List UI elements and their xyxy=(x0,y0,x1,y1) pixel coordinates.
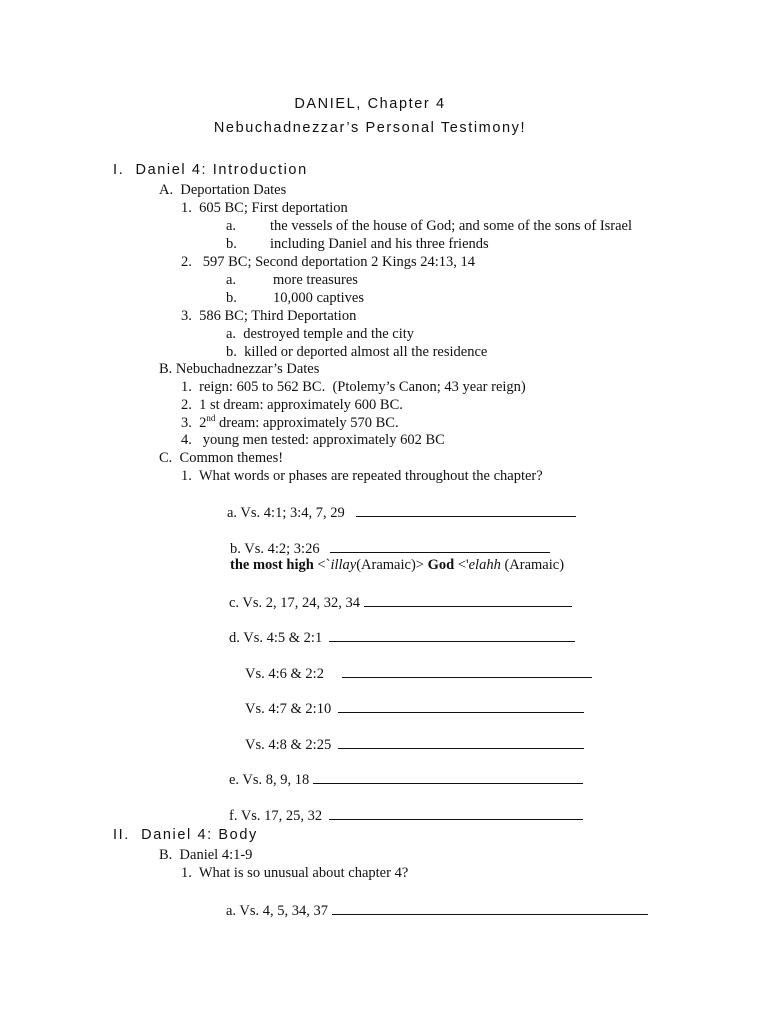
question-label: Vs. 4:7 & 2:10 xyxy=(245,701,339,717)
answer-blank[interactable] xyxy=(330,539,550,553)
outline-item: including Daniel and his three friends xyxy=(270,236,489,252)
italic-term: illay xyxy=(330,557,357,573)
answer-blank[interactable] xyxy=(329,806,583,820)
document-subtitle: Nebuchadnezzar’s Personal Testimony! xyxy=(213,120,527,136)
outline-item: more treasures xyxy=(273,272,358,288)
text-run: (Aramaic)> xyxy=(356,557,424,573)
outline-item-common-themes: C. Common themes! xyxy=(159,450,284,466)
outline-item: 4. young men tested: approximately 602 BC xyxy=(181,432,445,448)
fill-in-question xyxy=(229,628,575,647)
outline-marker: a. xyxy=(226,272,237,288)
outline-item: B. Daniel 4:1-9 xyxy=(159,847,253,863)
fill-in-question xyxy=(245,664,592,683)
outline-item: 10,000 captives xyxy=(273,290,365,306)
fill-in-question xyxy=(226,901,648,920)
outline-marker: a. xyxy=(226,218,237,234)
answer-blank[interactable] xyxy=(342,664,592,678)
outline-marker: b. xyxy=(226,290,237,306)
outline-item: 2. 597 BC; Second deportation 2 Kings 24:13, 14 xyxy=(181,254,476,270)
question-label: e. Vs. 8, 9, 18 xyxy=(229,772,313,788)
outline-item: 2. 1 st dream: approximately 600 BC. xyxy=(181,397,403,413)
superscript: nd xyxy=(206,413,216,424)
italic-term: elahh xyxy=(468,557,501,573)
answer-blank[interactable] xyxy=(338,735,584,749)
outline-item: 1. reign: 605 to 562 BC. (Ptolemy’s Canon; 43 year reign) xyxy=(181,379,526,395)
section-heading-body: II. Daniel 4: Body xyxy=(113,827,258,843)
fill-in-question xyxy=(245,735,584,754)
answer-blank[interactable] xyxy=(364,593,572,607)
question-label: b. Vs. 4:2; 3:26 xyxy=(230,541,331,557)
outline-item: a. destroyed temple and the city xyxy=(226,326,415,342)
answer-blank[interactable] xyxy=(329,628,575,642)
outline-marker: b. xyxy=(226,236,237,252)
question-label: Vs. 4:8 & 2:25 xyxy=(245,737,339,753)
section-heading-introduction: I. Daniel 4: Introduction xyxy=(113,162,308,178)
outline-item: 1. What words or phases are repeated throughout the chapter? xyxy=(181,468,543,484)
fill-in-question xyxy=(229,593,572,612)
outline-item: the vessels of the house of God; and some of the sons of Israel xyxy=(270,218,633,234)
answer-blank[interactable] xyxy=(356,503,576,517)
answer-blank[interactable] xyxy=(338,699,584,713)
question-label: a. Vs. 4, 5, 34, 37 xyxy=(226,903,332,919)
outline-item: 1. What is so unusual about chapter 4? xyxy=(181,865,409,881)
outline-item: 3. 586 BC; Third Deportation xyxy=(181,308,357,324)
outline-item-nebuchadnezzar-dates: B. Nebuchadnezzar’s Dates xyxy=(159,361,320,377)
outline-item: 1. 605 BC; First deportation xyxy=(181,200,348,216)
outline-item-deportation-dates: A. Deportation Dates xyxy=(159,182,287,198)
text-run: (Aramaic) xyxy=(500,557,565,573)
question-label: c. Vs. 2, 17, 24, 32, 34 xyxy=(229,595,364,611)
question-label: a. Vs. 4:1; 3:4, 7, 29 xyxy=(227,505,356,521)
answer-blank[interactable] xyxy=(313,770,583,784)
text-run: <' xyxy=(454,557,469,573)
fill-in-question xyxy=(227,503,576,522)
aramaic-note xyxy=(230,556,564,574)
answer-blank[interactable] xyxy=(332,901,648,915)
fill-in-question xyxy=(229,770,583,789)
question-label: f. Vs. 17, 25, 32 xyxy=(229,808,330,824)
text-run: <` xyxy=(313,557,331,573)
text-run: 3. 2 xyxy=(181,415,207,431)
bold-term: the most high xyxy=(230,557,314,573)
question-label: Vs. 4:6 & 2:2 xyxy=(245,666,343,682)
outline-item xyxy=(181,414,399,432)
fill-in-question xyxy=(245,699,584,718)
outline-item: b. killed or deported almost all the residence xyxy=(226,344,488,360)
question-label: d. Vs. 4:5 & 2:1 xyxy=(229,630,330,646)
text-run: dream: approximately 570 BC. xyxy=(215,415,399,431)
fill-in-question xyxy=(229,806,583,825)
document-title: DANIEL, Chapter 4 xyxy=(294,96,446,112)
bold-term: God xyxy=(423,557,455,573)
